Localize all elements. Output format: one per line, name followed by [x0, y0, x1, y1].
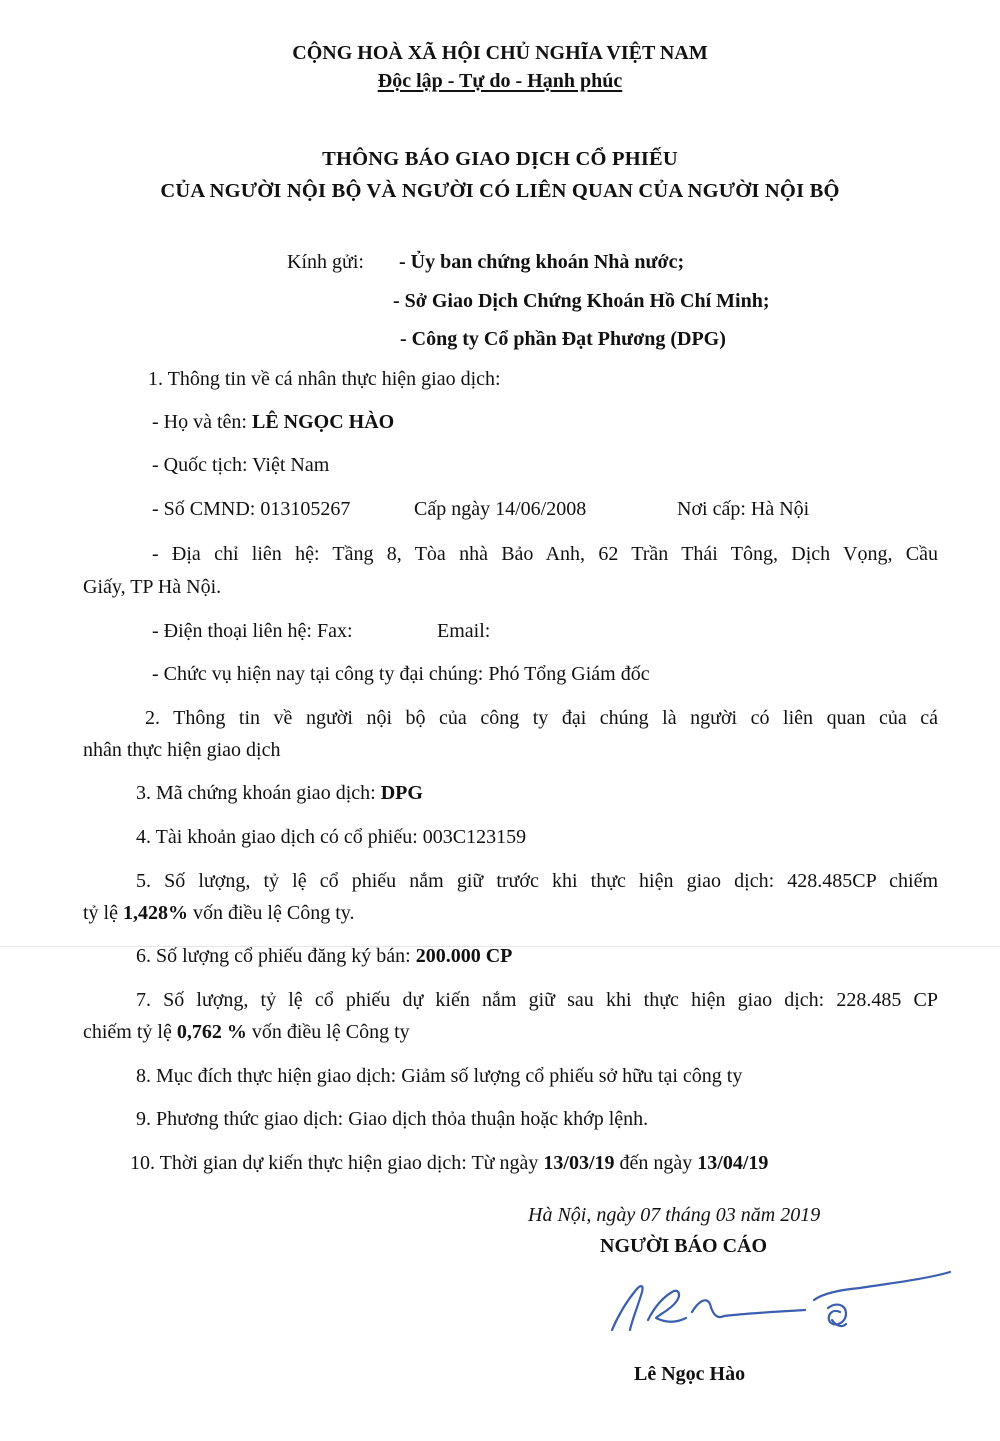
- stock-code-value: DPG: [380, 782, 423, 804]
- holding-after-suffix: vốn điều lệ Công ty: [246, 1021, 410, 1043]
- holding-after-prefix: chiếm tỷ lệ: [83, 1021, 177, 1043]
- timeframe-from: 13/03/19: [543, 1152, 615, 1174]
- timeframe-middle: đến ngày: [614, 1152, 698, 1174]
- section-6-line: [136, 944, 512, 968]
- document-title: THÔNG BÁO GIAO DỊCH CỔ PHIẾU: [322, 148, 678, 170]
- motto-text: Độc lập - Tự do - Hạnh phúc: [377, 70, 623, 92]
- sell-quantity-label: 6. Số lượng cổ phiếu đăng ký bán:: [136, 945, 416, 967]
- holding-before-suffix: vốn điều lệ Công ty.: [188, 902, 355, 924]
- reporter-title: NGƯỜI BÁO CÁO: [600, 1235, 768, 1257]
- position-line: - Chức vụ hiện nay tại công ty đại chúng: Phó Tổng Giám đốc: [152, 663, 650, 685]
- full-name-line: [152, 410, 394, 434]
- id-number: - Số CMND: 013105267: [152, 498, 351, 520]
- section-8-line: 8. Mục đích thực hiện giao dịch: Giảm số lượng cổ phiếu sở hữu tại công ty: [136, 1065, 743, 1087]
- holding-before-percent: 1,428%: [123, 902, 188, 924]
- section-9-line: 9. Phương thức giao dịch: Giao dịch thỏa thuận hoặc khớp lệnh.: [136, 1108, 649, 1130]
- section-2-line-cont: nhân thực hiện giao dịch: [83, 739, 281, 761]
- phone-fax-line: - Điện thoại liên hệ: Fax:: [152, 620, 353, 642]
- section-7-line-cont: [83, 1020, 410, 1044]
- full-name-value: LÊ NGỌC HÀO: [251, 411, 395, 433]
- holding-before-prefix: tỷ lệ: [83, 902, 123, 924]
- signer-name: Lê Ngọc Hào: [634, 1363, 746, 1385]
- id-issue-date: Cấp ngày 14/06/2008: [414, 498, 587, 520]
- section-4-line: 4. Tài khoản giao dịch có cổ phiếu: 003C123159: [136, 826, 527, 848]
- national-header: CỘNG HOÀ XÃ HỘI CHỦ NGHĨA VIỆT NAM: [292, 42, 708, 64]
- stock-code-label: 3. Mã chứng khoán giao dịch:: [136, 782, 381, 804]
- section-10-line: [130, 1151, 768, 1175]
- document-subtitle: CỦA NGƯỜI NỘI BỘ VÀ NGƯỜI CÓ LIÊN QUAN CỦA NGƯỜI NỘI BỘ: [160, 180, 840, 202]
- holding-after-percent: 0,762 %: [176, 1021, 247, 1043]
- section-3-line: [136, 781, 423, 805]
- timeframe-prefix: 10. Thời gian dự kiến thực hiện giao dịch: Từ ngày: [130, 1152, 544, 1174]
- timeframe-to: 13/04/19: [697, 1152, 769, 1174]
- address-line-cont: Giấy, TP Hà Nội.: [83, 576, 222, 598]
- address-line: - Địa chỉ liên hệ: Tầng 8, Tòa nhà Bảo Anh, 62 Trần Thái Tông, Dịch Vọng, Cầu: [152, 543, 938, 565]
- nationality-line: - Quốc tịch: Việt Nam: [152, 454, 330, 476]
- recipient-item: - Ủy ban chứng khoán Nhà nước;: [399, 251, 685, 273]
- email-line: Email:: [437, 620, 491, 642]
- section-5-line-cont: [83, 901, 354, 925]
- national-motto: [0, 70, 1000, 93]
- section-5-line: 5. Số lượng, tỷ lệ cổ phiếu nắm giữ trước khi thực hiện giao dịch: 428.485CP chiếm: [136, 870, 938, 892]
- handwritten-signature: [600, 1268, 960, 1348]
- place-and-date: Hà Nội, ngày 07 tháng 03 năm 2019: [528, 1204, 821, 1226]
- section-1-heading: 1. Thông tin về cá nhân thực hiện giao dịch:: [148, 368, 501, 390]
- id-issue-place: Nơi cấp: Hà Nội: [677, 498, 810, 520]
- section-7-line: 7. Số lượng, tỷ lệ cổ phiếu dự kiến nắm giữ sau khi thực hiện giao dịch: 228.485 CP: [136, 989, 938, 1011]
- sell-quantity-value: 200.000 CP: [415, 945, 513, 967]
- section-2-line: 2. Thông tin về người nội bộ của công ty đại chúng là người có liên quan của cá: [145, 707, 938, 729]
- recipient-item: - Công ty Cổ phần Đạt Phương (DPG): [400, 328, 726, 350]
- full-name-label: - Họ và tên:: [152, 411, 252, 433]
- recipients-label: Kính gửi:: [287, 251, 364, 273]
- recipient-item: - Sở Giao Dịch Chứng Khoán Hồ Chí Minh;: [393, 290, 770, 312]
